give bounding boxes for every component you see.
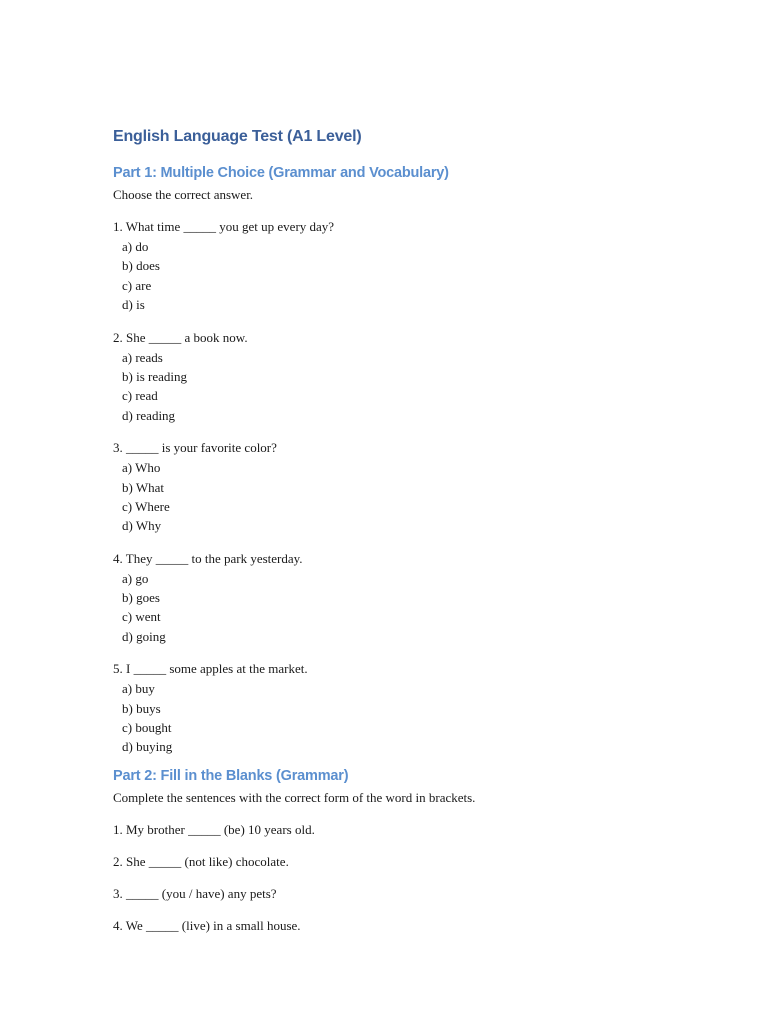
fill-blank-item-4: 4. We _____ (live) in a small house. — [113, 917, 301, 933]
question-1 — [113, 218, 713, 315]
answer-option: a) do — [122, 239, 149, 254]
answer-options — [113, 458, 713, 536]
answer-option: d) reading — [122, 407, 176, 423]
answer-option: d) Why — [122, 518, 162, 534]
fill-blank-item-2: 2. She _____ (not like) chocolate. — [113, 853, 289, 869]
part2-section — [113, 763, 713, 935]
answer-option: b) does — [122, 258, 160, 274]
part2-heading: Part 2: Fill in the Blanks (Grammar) — [113, 767, 349, 784]
answer-option: a) buy — [122, 681, 155, 697]
question-text: 3. _____ is your favorite color? — [113, 440, 277, 456]
question-2 — [113, 329, 713, 426]
part1-instruction: Choose the correct answer. — [113, 187, 254, 202]
answer-option: d) buying — [122, 739, 173, 755]
answer-option: a) go — [122, 570, 149, 586]
answer-option: c) are — [122, 277, 152, 293]
answer-option: c) read — [122, 388, 158, 404]
question-4 — [113, 550, 713, 647]
question-3 — [113, 439, 713, 536]
fill-blank-item-3: 3. _____ (you / have) any pets? — [113, 885, 277, 901]
answer-option: c) Where — [122, 498, 170, 514]
answer-option: d) is — [122, 297, 145, 313]
question-text: 1. What time _____ you get up every day? — [113, 219, 335, 234]
answer-option: b) What — [122, 479, 164, 495]
question-text: 4. They _____ to the park yesterday. — [113, 550, 303, 566]
document-page — [113, 124, 713, 935]
fill-blank-item-1: 1. My brother _____ (be) 10 years old. — [113, 821, 315, 837]
question-text: 2. She _____ a book now. — [113, 329, 248, 345]
answer-option: c) bought — [122, 720, 172, 736]
answer-option: b) goes — [122, 590, 160, 606]
part1-heading: Part 1: Multiple Choice (Grammar and Vocabulary) — [113, 165, 449, 181]
part1-section — [113, 160, 713, 757]
answer-option: a) reads — [122, 349, 163, 365]
answer-options — [113, 679, 713, 757]
answer-option: b) is reading — [122, 368, 187, 384]
answer-options — [113, 348, 713, 426]
part2-instruction: Complete the sentences with the correct form of the word in brackets. — [113, 789, 476, 805]
answer-option: d) going — [122, 628, 166, 644]
answer-option: a) Who — [122, 460, 161, 476]
answer-option: b) buys — [122, 700, 161, 716]
question-text: 5. I _____ some apples at the market. — [113, 661, 308, 677]
answer-options — [113, 569, 713, 647]
document-title: English Language Test (A1 Level) — [113, 128, 362, 145]
answer-options — [113, 237, 713, 315]
answer-option: c) went — [122, 609, 161, 625]
question-5 — [113, 660, 713, 757]
